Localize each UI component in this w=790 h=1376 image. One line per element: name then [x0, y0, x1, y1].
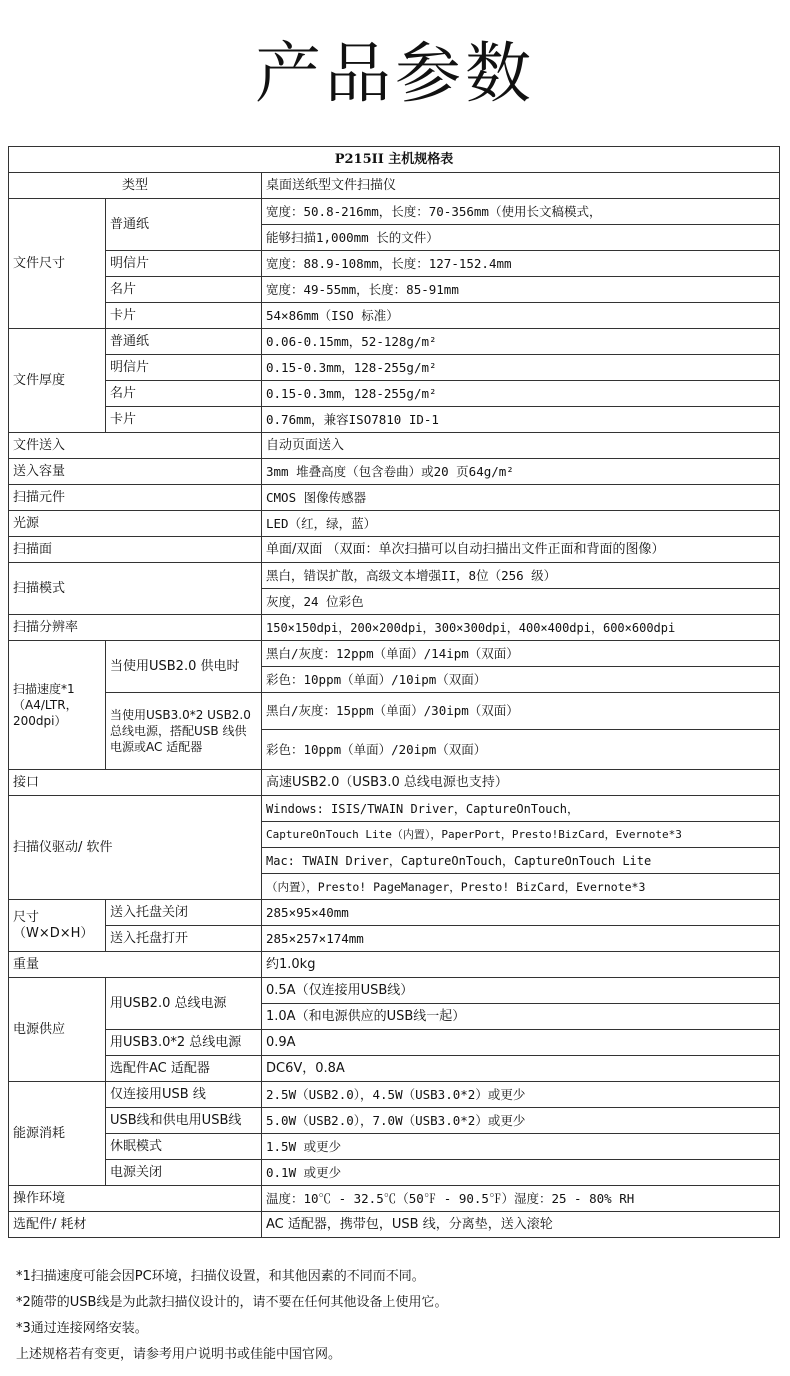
row-value: 285×257×174mm — [262, 926, 780, 952]
sub-label: 选配件AC 适配器 — [106, 1056, 262, 1082]
table-row — [9, 693, 780, 730]
table-row — [9, 796, 780, 822]
row-value: （内置），Presto! PageManager，Presto! BizCard，Evernote*3 — [262, 874, 780, 900]
sub-label: 休眠模式 — [106, 1134, 262, 1160]
table-row — [9, 459, 780, 485]
row-value: 285×95×40mm — [262, 900, 780, 926]
table-row — [9, 433, 780, 459]
row-value: 0.1W 或更少 — [262, 1160, 780, 1186]
row-label: 选配件/ 耗材 — [9, 1212, 262, 1238]
table-row — [9, 173, 780, 199]
row-label: 文件送入 — [9, 433, 262, 459]
table-row — [9, 537, 780, 563]
table-row — [9, 511, 780, 537]
sub-label: 名片 — [106, 277, 262, 303]
row-label: 能源消耗 — [9, 1082, 106, 1186]
row-value: 能够扫描1,000mm 长的文件） — [262, 225, 780, 251]
speed-label-line3: 200dpi） — [13, 714, 67, 728]
row-value: AC 适配器，携带包，USB 线，分离垫，送入滚轮 — [262, 1212, 780, 1238]
row-value: 彩色：10ppm（单面）/10ipm（双面） — [262, 667, 780, 693]
row-label — [9, 641, 106, 770]
table-row — [9, 199, 780, 225]
table-row — [9, 485, 780, 511]
sub-label: 当使用USB3.0*2 USB2.0总线电源，搭配USB 线供电源或AC 适配器 — [106, 693, 262, 770]
table-row — [9, 563, 780, 589]
dimension-label-line1: 尺寸 — [13, 909, 40, 925]
table-row — [9, 251, 780, 277]
row-label: 扫描元件 — [9, 485, 262, 511]
row-value: CaptureOnTouch Lite（内置），PaperPort，Presto!BizCard，Evernote*3 — [262, 822, 780, 848]
sub-label: 用USB3.0*2 总线电源 — [106, 1030, 262, 1056]
sub-label: 卡片 — [106, 407, 262, 433]
table-row — [9, 770, 780, 796]
table-row — [9, 615, 780, 641]
row-value: 5.0W（USB2.0），7.0W（USB3.0*2）或更少 — [262, 1108, 780, 1134]
table-caption: P215II 主机规格表 — [9, 147, 780, 173]
table-row — [9, 303, 780, 329]
page-title: 产品参数 — [255, 35, 535, 112]
table-row — [9, 1030, 780, 1056]
row-value: 0.5A（仅连接用USB线） — [262, 978, 780, 1004]
row-label: 扫描分辨率 — [9, 615, 262, 641]
footnote-disclaimer: 上述规格若有变更，请参考用户说明书或佳能中国官网。 — [16, 1347, 342, 1362]
row-value: 1.0A（和电源供应的USB线一起） — [262, 1004, 780, 1030]
row-value: 宽度：88.9-108mm，长度：127-152.4mm — [262, 251, 780, 277]
table-row — [9, 1186, 780, 1212]
row-value: 彩色：10ppm（单面）/20ipm（双面） — [262, 730, 780, 770]
row-value: 黑白，错误扩散，高级文本增强II，8位（256 级） — [262, 563, 780, 589]
table-row — [9, 926, 780, 952]
row-label: 重量 — [9, 952, 262, 978]
table-row — [9, 277, 780, 303]
row-value: 0.9A — [262, 1030, 780, 1056]
row-label: 操作环境 — [9, 1186, 262, 1212]
row-value: 黑白/灰度：15ppm（单面）/30ipm（双面） — [262, 693, 780, 730]
row-label: 电源供应 — [9, 978, 106, 1082]
row-label: 文件尺寸 — [9, 199, 106, 329]
row-value: 2.5W（USB2.0），4.5W（USB3.0*2）或更少 — [262, 1082, 780, 1108]
footnotes — [16, 1264, 447, 1368]
row-label: 接口 — [9, 770, 262, 796]
row-label: 扫描面 — [9, 537, 262, 563]
spec-table — [8, 146, 780, 1238]
table-row — [9, 1082, 780, 1108]
row-value: Windows: ISIS/TWAIN Driver，CaptureOnTouch， — [262, 796, 780, 822]
row-value: CMOS 图像传感器 — [262, 485, 780, 511]
row-value: 0.15-0.3mm，128-255g/m² — [262, 355, 780, 381]
row-value: 3mm 堆叠高度（包含卷曲）或20 页64g/m² — [262, 459, 780, 485]
table-row — [9, 381, 780, 407]
row-label: 扫描仪驱动/ 软件 — [9, 796, 262, 900]
row-label: 类型 — [9, 173, 262, 199]
sub-label: 普通纸 — [106, 199, 262, 251]
table-row — [9, 900, 780, 926]
row-value: Mac: TWAIN Driver，CaptureOnTouch，CaptureOnTouch Lite — [262, 848, 780, 874]
row-value: 单面/双面 （双面：单次扫描可以自动扫描出文件正面和背面的图像） — [262, 537, 780, 563]
row-value: 宽度：50.8-216mm，长度：70-356mm（使用长文稿模式， — [262, 199, 780, 225]
table-row — [9, 407, 780, 433]
sub-label: 电源关闭 — [106, 1160, 262, 1186]
row-value: 0.06-0.15mm，52-128g/m² — [262, 329, 780, 355]
table-row — [9, 1108, 780, 1134]
row-value: 高速USB2.0（USB3.0 总线电源也支持） — [262, 770, 780, 796]
footnote-1: *1扫描速度可能会因PC环境，扫描仪设置，和其他因素的不同而不同。 — [16, 1269, 425, 1284]
row-value: 0.15-0.3mm，128-255g/m² — [262, 381, 780, 407]
table-row — [9, 1160, 780, 1186]
sub-label: 普通纸 — [106, 329, 262, 355]
table-row — [9, 1134, 780, 1160]
sub-label: 送入托盘打开 — [106, 926, 262, 952]
row-label — [9, 900, 106, 952]
row-value: 54×86mm（ISO 标准） — [262, 303, 780, 329]
row-label: 光源 — [9, 511, 262, 537]
row-value: 约1.0kg — [262, 952, 780, 978]
row-value: 桌面送纸型文件扫描仪 — [262, 173, 780, 199]
sub-label: USB线和供电用USB线 — [106, 1108, 262, 1134]
table-caption-row — [9, 147, 780, 173]
table-row — [9, 641, 780, 667]
row-value: 0.76mm，兼容ISO7810 ID-1 — [262, 407, 780, 433]
row-label: 扫描模式 — [9, 563, 262, 615]
row-value: 温度：10℃ - 32.5℃（50℉ - 90.5℉）湿度：25 - 80% RH — [262, 1186, 780, 1212]
sub-label: 明信片 — [106, 251, 262, 277]
table-row — [9, 1056, 780, 1082]
sub-label: 卡片 — [106, 303, 262, 329]
row-value: LED（红，绿，蓝） — [262, 511, 780, 537]
sub-label: 明信片 — [106, 355, 262, 381]
row-value: 自动页面送入 — [262, 433, 780, 459]
sub-label: 名片 — [106, 381, 262, 407]
table-row — [9, 978, 780, 1004]
row-value: 1.5W 或更少 — [262, 1134, 780, 1160]
dimension-label-line2: （W×D×H） — [13, 925, 94, 941]
row-value: DC6V，0.8A — [262, 1056, 780, 1082]
speed-label-line2: （A4/LTR， — [13, 698, 78, 712]
row-value: 150×150dpi，200×200dpi，300×300dpi，400×400dpi，600×600dpi — [262, 615, 780, 641]
footnote-3: *3通过连接网络安装。 — [16, 1321, 148, 1336]
sub-label: 送入托盘关闭 — [106, 900, 262, 926]
sub-label: 仅连接用USB 线 — [106, 1082, 262, 1108]
row-label: 送入容量 — [9, 459, 262, 485]
footnote-2: *2随带的USB线是为此款扫描仪设计的，请不要在任何其他设备上使用它。 — [16, 1295, 448, 1310]
row-value: 黑白/灰度：12ppm（单面）/14ipm（双面） — [262, 641, 780, 667]
row-value: 宽度：49-55mm，长度：85-91mm — [262, 277, 780, 303]
sub-label: 用USB2.0 总线电源 — [106, 978, 262, 1030]
speed-label-line1: 扫描速度*1 — [13, 682, 75, 696]
table-row — [9, 329, 780, 355]
table-row — [9, 952, 780, 978]
sub-label: 当使用USB2.0 供电时 — [106, 641, 262, 693]
table-row — [9, 355, 780, 381]
row-value: 灰度，24 位彩色 — [262, 589, 780, 615]
table-row — [9, 1212, 780, 1238]
row-label: 文件厚度 — [9, 329, 106, 433]
